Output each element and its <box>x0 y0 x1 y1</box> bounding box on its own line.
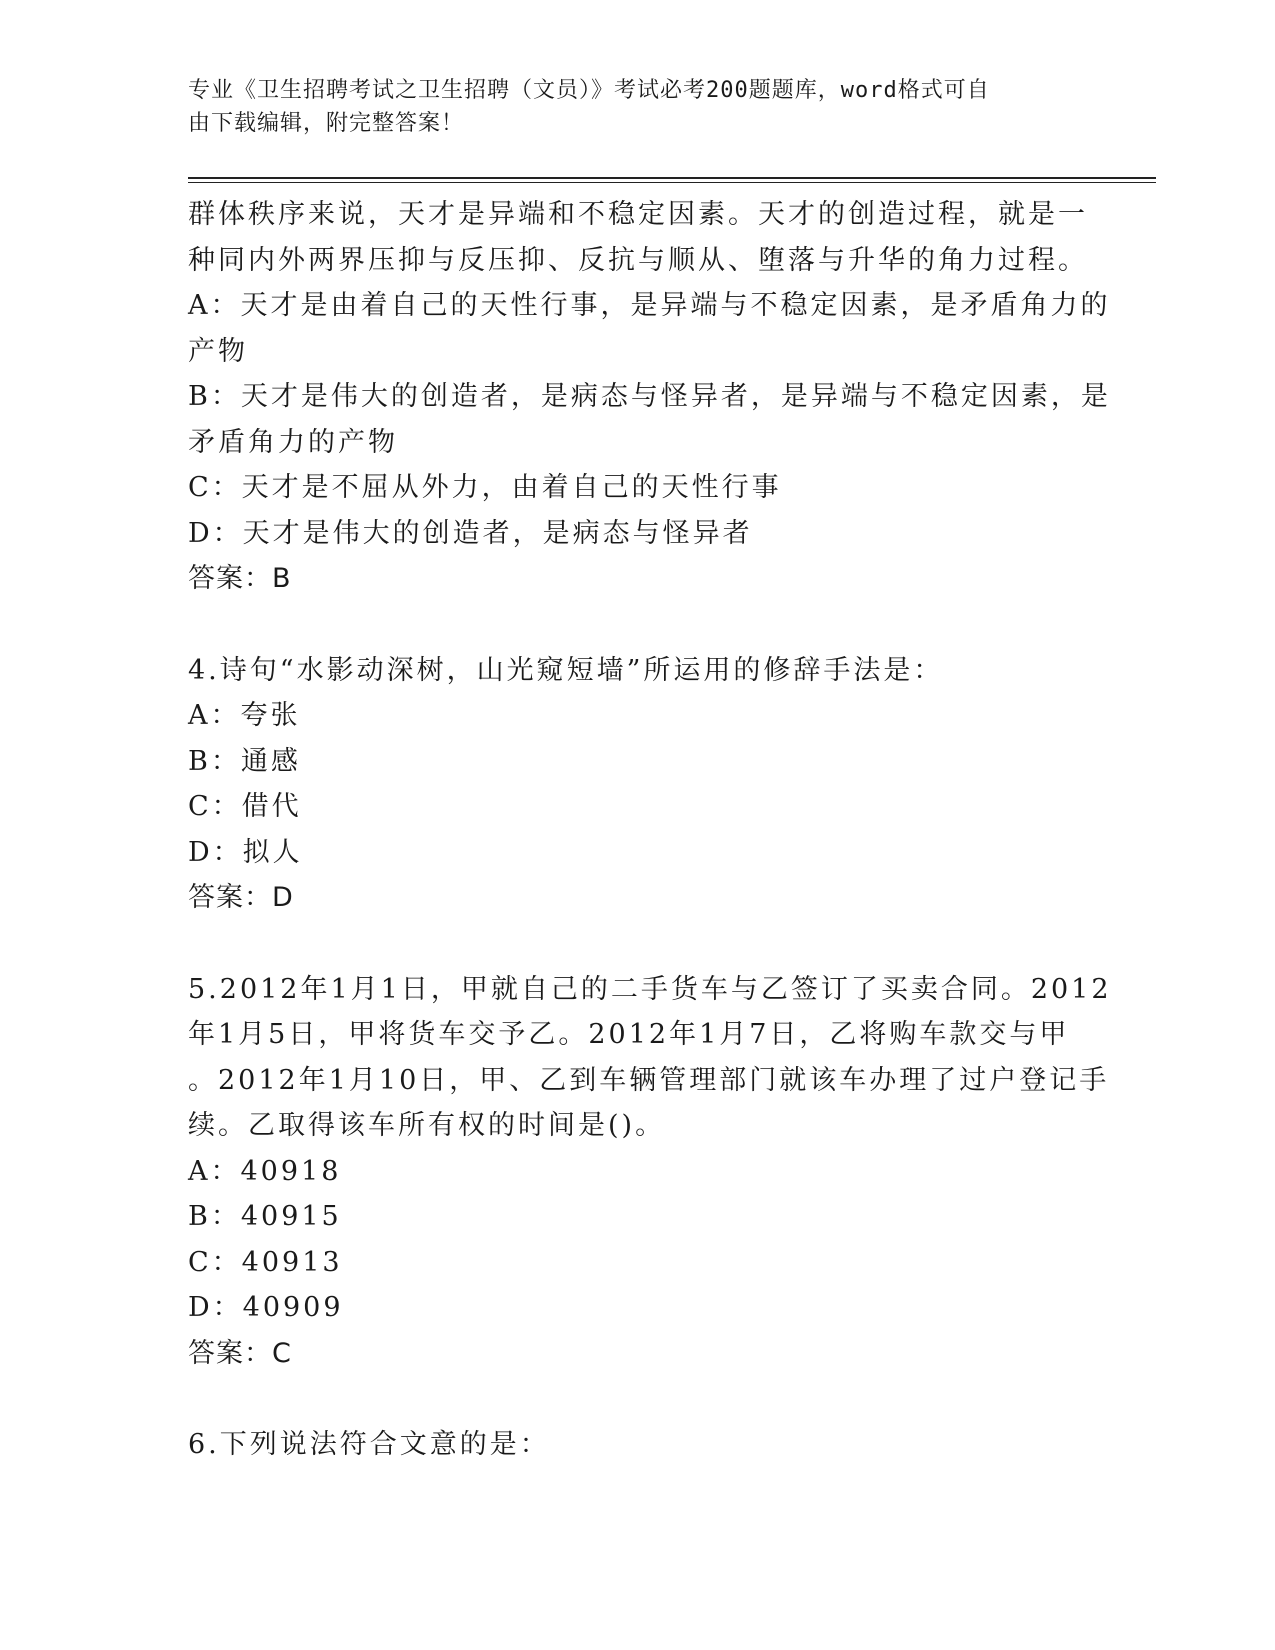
option-a: A：夸张 <box>188 700 301 731</box>
option-b: B：40915 <box>188 1201 342 1232</box>
option-b: B：天才是伟大的创造者，是病态与怪异者，是异端与不稳定因素，是 <box>188 381 1111 412</box>
question-spacer <box>188 921 1088 967</box>
header-divider-thick <box>188 177 1156 179</box>
question-4 <box>188 648 1088 921</box>
option-c: C：40913 <box>188 1246 343 1278</box>
question-spacer <box>188 602 1088 648</box>
question-text-line: 4.诗句“水影动深树，山光窥短墙”所运用的修辞手法是： <box>188 654 944 686</box>
option-c: C：天才是不屈从外力，由着自己的天性行事 <box>188 472 782 503</box>
question-5 <box>188 967 1112 1377</box>
header-divider-thin <box>188 182 1156 183</box>
question-text-line: 年1月5日，甲将货车交予乙。2012年1月7日，乙将购车款交与甲 <box>188 1019 1070 1050</box>
question-3 <box>188 192 1111 602</box>
question-text-line: 群体秩序来说，天才是异端和不稳定因素。天才的创造过程，就是一 <box>188 199 1088 230</box>
question-text-line: 。2012年1月10日，甲、乙到车辆管理部门就该车办理了过户登记手 <box>188 1064 1110 1096</box>
option-d: D：40909 <box>188 1292 344 1323</box>
option-d: D：天才是伟大的创造者，是病态与怪异者 <box>188 517 753 549</box>
question-6 <box>188 1422 1088 1468</box>
question-text-line: 5.2012年1月1日，甲就自己的二手货车与乙签订了买卖合同。2012 <box>188 973 1112 1005</box>
header-title-line-1: 专业《卫生招聘考试之卫生招聘（文员）》考试必考200题题库，word格式可自 <box>188 78 990 103</box>
question-text-line: 6.下列说法符合文意的是： <box>188 1429 550 1460</box>
answer: 答案：B <box>188 563 292 594</box>
option-c: C：借代 <box>188 791 302 822</box>
header-title-line-2: 由下载编辑，附完整答案！ <box>188 111 465 136</box>
answer: 答案：C <box>188 1337 292 1369</box>
document-header <box>188 74 1088 140</box>
question-text-line: 种同内外两界压抑与反压抑、反抗与顺从、堕落与升华的角力过程。 <box>188 244 1088 276</box>
answer: 答案：D <box>188 882 294 913</box>
option-a-continued: 产物 <box>188 335 248 367</box>
question-text-line: 续。乙取得该车所有权的时间是()。 <box>188 1110 666 1141</box>
option-a: A：天才是由着自己的天性行事，是异端与不稳定因素，是矛盾角力的 <box>188 290 1111 321</box>
option-b-continued: 矛盾角力的产物 <box>188 426 398 458</box>
document-body <box>188 192 1112 1468</box>
option-d: D：拟人 <box>188 836 303 868</box>
question-spacer <box>188 1376 1088 1422</box>
option-a: A：40918 <box>188 1155 342 1187</box>
option-b: B：通感 <box>188 745 301 777</box>
